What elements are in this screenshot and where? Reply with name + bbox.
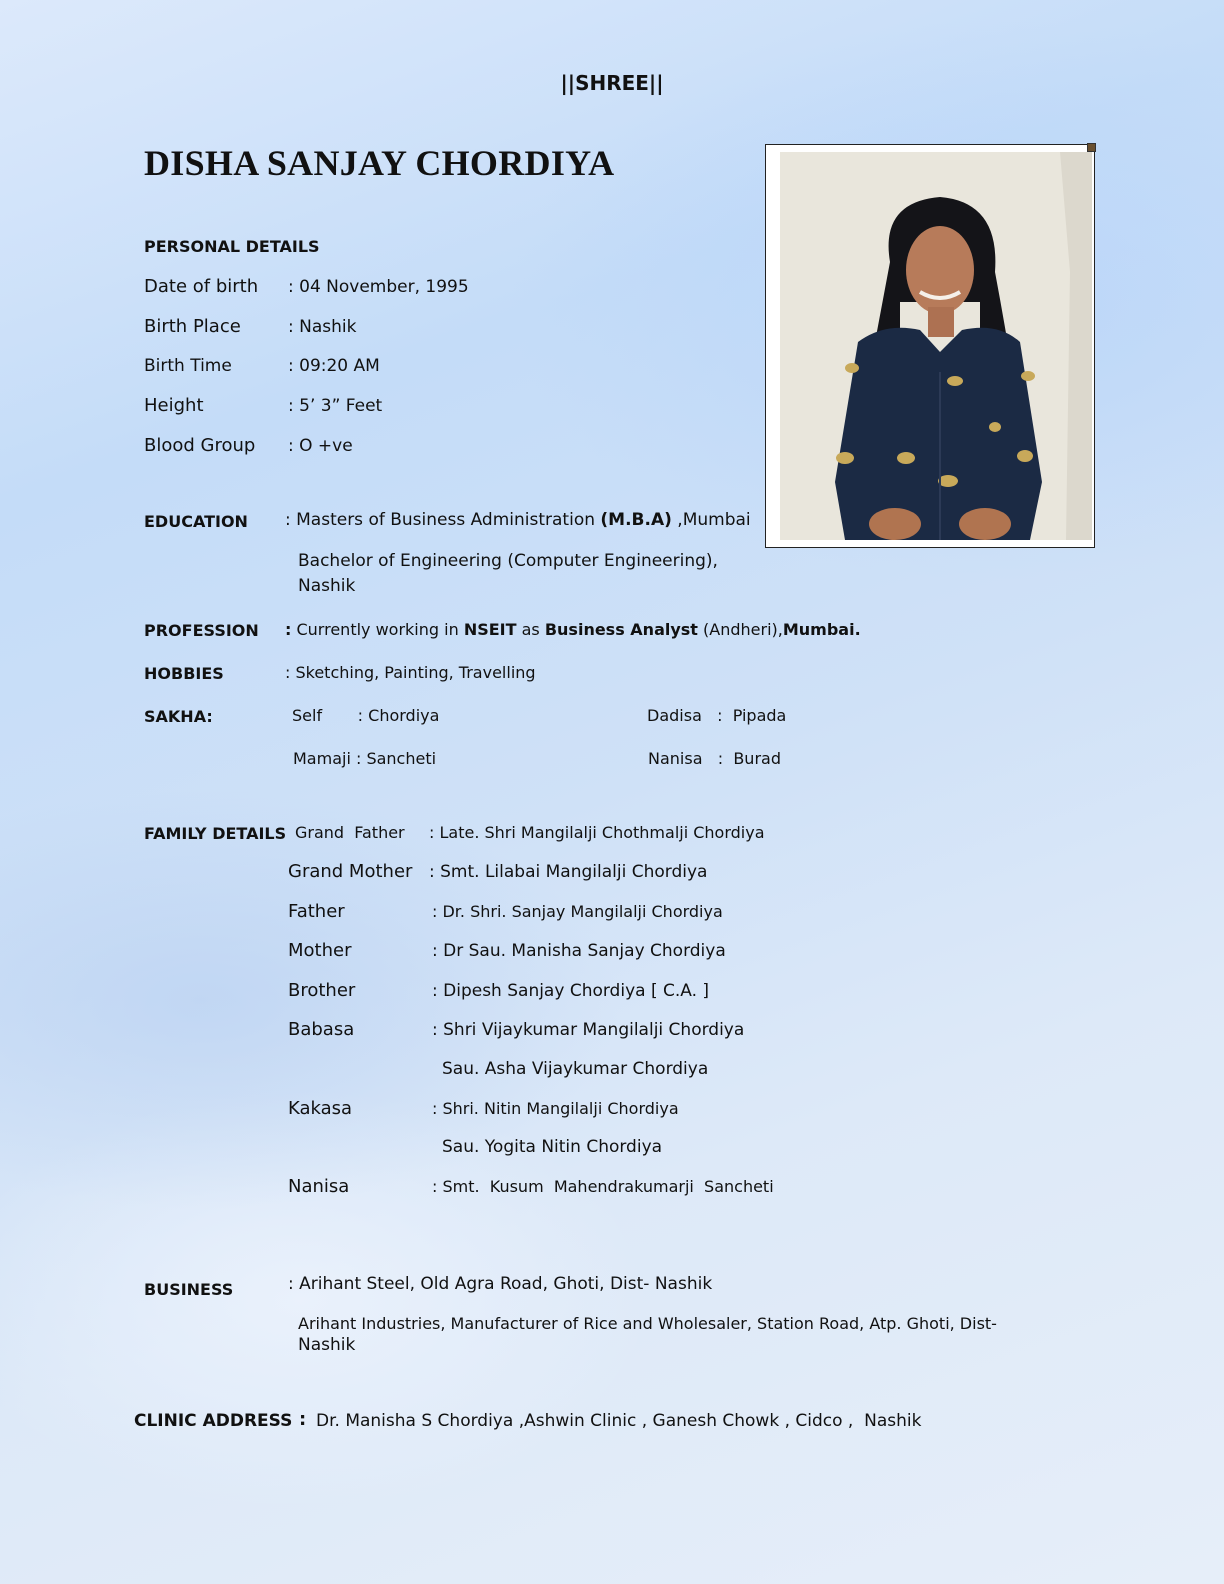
profile-photo: [780, 152, 1092, 540]
family-value: : Dr Sau. Manisha Sanjay Chordiya: [432, 941, 726, 961]
birth-place-value: : Nashik: [288, 317, 357, 337]
education-degree-1-city: ,Mumbai: [671, 510, 751, 530]
family-label: Brother: [288, 980, 356, 1001]
education-line-3: Nashik: [298, 576, 356, 596]
birth-place-label: Birth Place: [144, 316, 241, 337]
dob-label: Date of birth: [144, 276, 259, 297]
profession-pre: Currently working in: [291, 620, 464, 639]
family-value: : Late. Shri Mangilalji Chothmalji Chordiya: [429, 823, 765, 842]
hobbies-value: : Sketching, Painting, Travelling: [285, 663, 536, 682]
sakha-heading: SAKHA:: [144, 707, 213, 726]
blood-group-label: Blood Group: [144, 435, 256, 456]
invocation-header: ||SHREE||: [560, 71, 664, 95]
profession-location: (Andheri),: [697, 620, 783, 639]
profession-city: Mumbai.: [782, 620, 861, 639]
family-value: : Shri. Nitin Mangilalji Chordiya: [432, 1099, 679, 1118]
profession-company: NSEIT: [463, 620, 517, 639]
personal-details-heading: PERSONAL DETAILS: [144, 237, 320, 256]
family-value: : Dr. Shri. Sanjay Mangilalji Chordiya: [432, 902, 723, 921]
education-line-1: [285, 510, 751, 530]
height-label: Height: [144, 395, 204, 416]
family-label: Grand Mother: [288, 861, 413, 882]
clinic-address-value: Dr. Manisha S Chordiya ,Ashwin Clinic , Ganesh Chowk , Cidco , Nashik: [316, 1411, 922, 1431]
profession-mid: as: [516, 620, 545, 639]
birth-time-value: : 09:20 AM: [288, 356, 380, 376]
clinic-colon: :: [299, 1409, 307, 1430]
profession-heading: PROFESSION: [144, 621, 259, 640]
profession-value: [285, 620, 861, 639]
blood-group-value: : O +ve: [288, 436, 353, 456]
business-line-3: Nashik: [298, 1335, 356, 1355]
sakha-mamaji: Mamaji : Sancheti: [293, 749, 437, 768]
family-value: : Smt. Lilabai Mangilalji Chordiya: [429, 862, 708, 882]
family-value: : Shri Vijaykumar Mangilalji Chordiya: [432, 1020, 745, 1040]
family-label: Nanisa: [288, 1176, 350, 1197]
family-value: Sau. Asha Vijaykumar Chordiya: [442, 1059, 709, 1079]
birth-time-label: Birth Time: [144, 356, 232, 376]
hobbies-heading: HOBBIES: [144, 664, 224, 683]
sakha-nanisa: Nanisa : Burad: [648, 749, 781, 768]
education-heading: EDUCATION: [144, 512, 248, 531]
clinic-address-heading: CLINIC ADDRESS: [134, 1411, 293, 1431]
sakha-self: Self : Chordiya: [292, 706, 440, 725]
education-degree-1-abbr: (M.B.A): [600, 510, 672, 530]
family-label: Father: [288, 901, 345, 922]
education-degree-1: : Masters of Business Administration: [285, 510, 601, 530]
profile-photo-frame: [765, 144, 1095, 548]
family-label: Babasa: [288, 1019, 355, 1040]
sakha-dadisa: Dadisa : Pipada: [647, 706, 787, 725]
business-line-2: Arihant Industries, Manufacturer of Rice and Wholesaler, Station Road, Atp. Ghoti, Dist-: [298, 1314, 997, 1333]
business-heading: BUSINESS: [144, 1280, 234, 1299]
candidate-name: DISHA SANJAY CHORDIYA: [144, 143, 615, 183]
education-line-2: Bachelor of Engineering (Computer Engineering),: [298, 551, 718, 571]
family-label: Mother: [288, 940, 352, 961]
family-value: : Smt. Kusum Mahendrakumarji Sancheti: [432, 1177, 774, 1196]
family-label: Grand Father: [295, 823, 405, 842]
family-details-heading: FAMILY DETAILS: [144, 824, 287, 843]
family-value: Sau. Yogita Nitin Chordiya: [442, 1137, 663, 1157]
family-value: : Dipesh Sanjay Chordiya [ C.A. ]: [432, 981, 710, 1001]
height-value: : 5’ 3” Feet: [288, 396, 383, 416]
profession-colon: :: [285, 620, 292, 639]
profession-role: Business Analyst: [544, 620, 698, 639]
business-line-1: : Arihant Steel, Old Agra Road, Ghoti, Dist- Nashik: [288, 1274, 713, 1294]
dob-value: : 04 November, 1995: [288, 277, 469, 297]
family-label: Kakasa: [288, 1098, 353, 1119]
resize-handle-icon: [1087, 143, 1096, 152]
